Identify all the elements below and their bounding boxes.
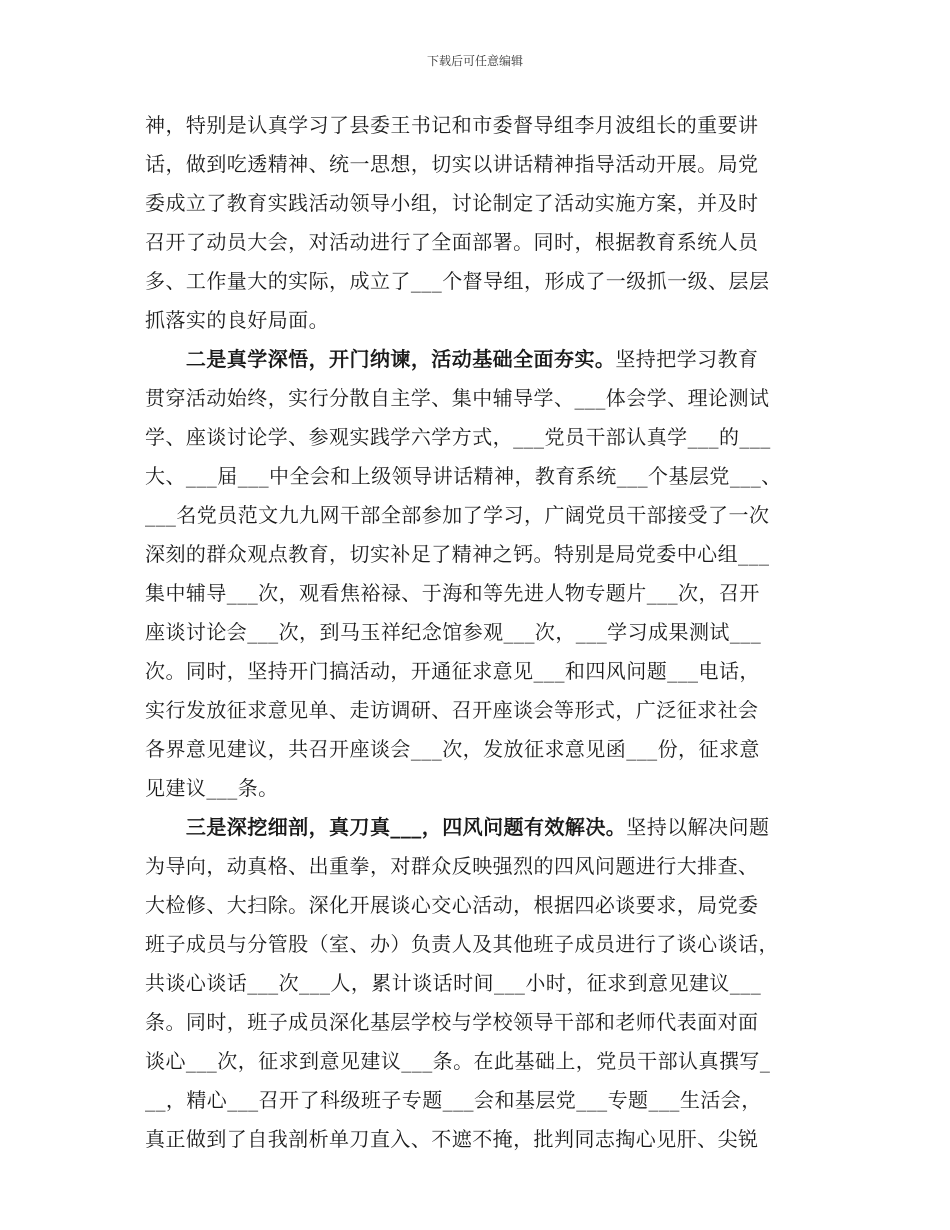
text-line: 神，特别是认真学习了县委王书记和市委督导组李月波组长的重要讲 bbox=[145, 113, 759, 137]
section-heading-line: 三是深挖细剖，真刀真___，四风问题有效解决。坚持以解决问题 bbox=[145, 815, 770, 839]
page-header: 下载后可任意编辑 bbox=[426, 54, 523, 68]
text-line: 为导向，动真格、出重拳，对群众反映强烈的四风问题进行大排查、 bbox=[145, 854, 759, 878]
text-line: 各界意见建议，共召开座谈会___次，发放征求意见函___份，征求意 bbox=[145, 737, 760, 761]
text-line: 大检修、大扫除。深化开展谈心交心活动，根据四必谈要求，局党委 bbox=[145, 893, 759, 917]
text-line: ___名党员范文九九网干部全部参加了学习，广阔党员干部接受了一次 bbox=[145, 503, 770, 527]
text-line: 见建议___条。 bbox=[145, 776, 279, 800]
text-line: 真正做到了自我剖析单刀直入、不遮不掩，批判同志掏心见肝、尖锐 bbox=[145, 1127, 759, 1151]
text-line: 谈心___次，征求到意见建议___条。在此基础上，党员干部认真撰写_ bbox=[145, 1049, 771, 1073]
section-heading-line: 二是真学深悟，开门纳谏，活动基础全面夯实。坚持把学习教育 bbox=[145, 347, 759, 371]
text-line: 多、工作量大的实际，成立了___个督导组，形成了一级抓一级、层层 bbox=[145, 269, 770, 293]
section-heading: 二是真学深悟，开门纳谏，活动基础全面夯实。 bbox=[145, 347, 616, 371]
text-line: 班子成员与分管股（室、办）负责人及其他班子成员进行了谈心谈话， bbox=[145, 932, 779, 956]
text-line: 贯穿活动始终，实行分散自主学、集中辅导学、___体会学、理论测试 bbox=[145, 386, 770, 410]
text-line: 次。同时，坚持开门搞活动，开通征求意见___和四风问题___电话， bbox=[145, 659, 760, 683]
text-line: 话，做到吃透精神、统一思想，切实以讲话精神指导活动开展。局党 bbox=[145, 152, 759, 176]
text-line: 学、座谈讨论学、参观实践学六学方式，___党员干部认真学___的___ bbox=[145, 425, 771, 449]
text-line: 抓落实的良好局面。 bbox=[145, 308, 330, 332]
text-line: 集中辅导___次，观看焦裕禄、于海和等先进人物专题片___次，召开 bbox=[145, 581, 760, 605]
text-line: __，精心___召开了科级班子专题___会和基层党___专题___生活会， bbox=[145, 1088, 762, 1112]
text-line: 条。同时，班子成员深化基层学校与学校领导干部和老师代表面对面 bbox=[145, 1010, 759, 1034]
text-line: 座谈讨论会___次，到马玉祥纪念馆参观___次，___学习成果测试___ bbox=[145, 620, 762, 644]
text-line: 深刻的群众观点教育，切实补足了精神之钙。特别是局党委中心组___ bbox=[145, 542, 770, 566]
text-line: 委成立了教育实践活动领导小组，讨论制定了活动实施方案，并及时 bbox=[145, 191, 759, 215]
text-line: 大、___届___中全会和上级领导讲话精神，教育系统___个基层党___、 bbox=[145, 464, 782, 488]
section-heading: 三是深挖细剖，真刀真___，四风问题有效解决。 bbox=[145, 815, 627, 839]
document-body bbox=[145, 106, 813, 1159]
text-line: 共谈心谈话___次___人，累计谈话时间___小时，征求到意见建议___ bbox=[145, 971, 762, 995]
text-line: 实行发放征求意见单、走访调研、召开座谈会等形式，广泛征求社会 bbox=[145, 698, 759, 722]
text-line: 召开了动员大会，对活动进行了全面部署。同时，根据教育系统人员 bbox=[145, 230, 759, 254]
